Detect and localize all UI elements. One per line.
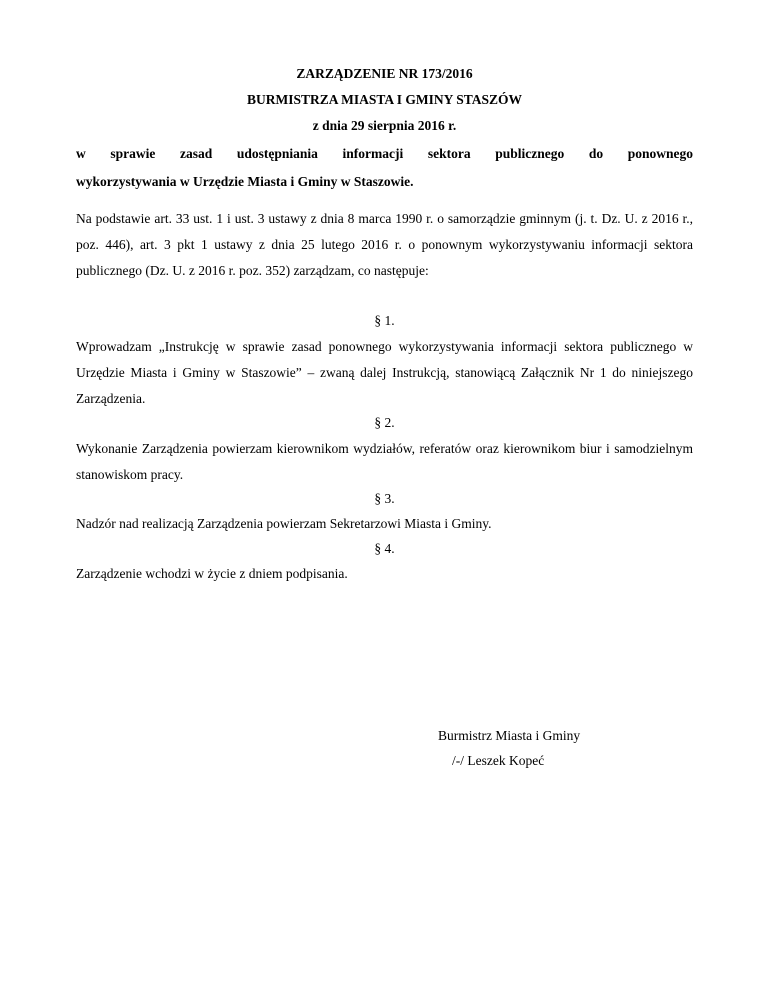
subject-line-1 [76,140,693,168]
subject-word: ponownego [627,146,693,161]
subject-word: sektora [427,146,471,161]
section-1-text: Wprowadzam „Instrukcję w sprawie zasad ponownego wykorzystywania informacji sektora publicznego w Urzędzie Miasta i Gminy w Staszowie” – zwaną dalej Instrukcją, stanowiącą Załącznik Nr 1 do niniejszego Zarządzenia. [76,339,693,406]
section-mark-3: § 3. [374,491,395,506]
section-mark-1: § 1. [374,313,395,328]
subject-line-2: wykorzystywania w Urzędzie Miasta i Gminy w Staszowie. [76,174,414,189]
subject-word: publicznego [495,146,565,161]
subject-word: w [76,146,86,161]
subject-word: zasad [179,146,213,161]
subject-word: sprawie [110,146,156,161]
document-title: ZARZĄDZENIE NR 173/2016 [296,66,473,81]
document-date: z dnia 29 sierpnia 2016 r. [312,118,457,133]
section-4-text: Zarządzenie wchodzi w życie z dniem podpisania. [76,566,348,581]
section-mark-2: § 2. [374,415,395,430]
signatory-name: /-/ Leszek Kopeć [452,753,545,768]
section-3-text: Nadzór nad realizacją Zarządzenia powierzam Sekretarzowi Miasta i Gminy. [76,516,492,531]
section-mark-4: § 4. [374,541,395,556]
signatory-title: Burmistrz Miasta i Gminy [438,728,581,743]
subject-word: udostępniania [236,146,318,161]
document-subject [76,140,693,196]
legal-basis-paragraph: Na podstawie art. 33 ust. 1 i ust. 3 ustawy z dnia 8 marca 1990 r. o samorządzie gminnym (j. t. Dz. U. z 2016 r., poz. 446), art. 3 pkt 1 ustawy z dnia 25 lutego 2016 r. o ponownym wykorzystywaniu informacji sektora publicznego (Dz. U. z 2016 r. poz. 352) zarządzam, co następuje: [76,211,693,278]
issuing-authority: BURMISTRZA MIASTA I GMINY STASZÓW [246,92,523,107]
section-2-text: Wykonanie Zarządzenia powierzam kierownikom wydziałów, referatów oraz kierownikom biur i samodzielnym stanowiskom pracy. [76,441,693,482]
subject-word: do [588,146,604,161]
subject-word: informacji [342,146,404,161]
